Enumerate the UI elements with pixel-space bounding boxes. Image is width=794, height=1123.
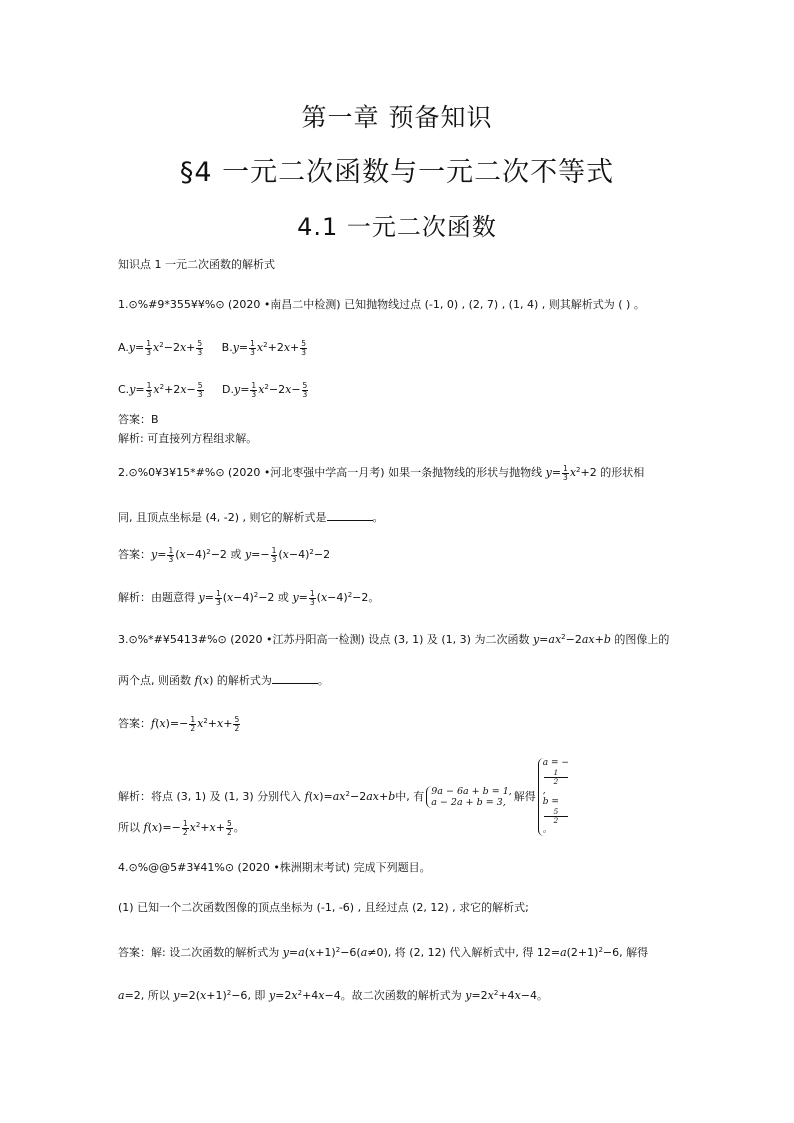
q4-stem: 4.⊙%@@5#3¥41%⊙ (2020 •株洲期末考试) 完成下列题目。 xyxy=(118,861,431,874)
q3-conclusion: 所以 f(x)=− $\frac{1}{2}$ $x^2+x+$ $\frac{5}{2}$ 。 xyxy=(118,818,245,837)
q1-stem: 1.⊙%#9*355¥¥%⊙ (2020 •南昌二中检测) 已知抛物线过点 (-1, 0) , (2, 7) , (1, 4) , 则其解析式为 ( ) 。 xyxy=(118,298,645,311)
solution-system: a = − 1 2 , b = 5 2 。 xyxy=(538,758,569,836)
option-d-label: D. xyxy=(222,383,234,396)
q3-analysis: 解析：将点 (3, 1) 及 (1, 3) 分别代入 $f(x)=ax^2-2ax+b$中, 有 9a − 6a + b = 1, a − 2a + b = 3, 解得 a = − 1 2 , b = 5 2 。 xyxy=(118,758,569,835)
q3-stem-line1: 3.⊙%*#¥5413#%⊙ (2020 •江苏丹阳高一检测) 设点 (3, 1) 及 (1, 3) 为二次函数 $y=ax^2-2ax+b$ 的图像上的 xyxy=(118,633,670,646)
knowledge-point-heading: 知识点 1 一元二次函数的解析式 xyxy=(118,258,275,271)
answer-blank[interactable] xyxy=(272,673,318,684)
q1-answer: 答案：B xyxy=(118,413,159,426)
option-a-label: A. xyxy=(118,341,129,354)
q3-answer: 答案：f(x)=− $\frac{1}{2}$ $x^2+x+$ $\frac{5}{2}$ xyxy=(118,714,240,733)
q2-stem-line1: 2.⊙%0¥3¥15*#%⊙ (2020 •河北枣强中学高一月考) 如果一条抛物线的形状与抛物线 y= $\frac{1}{3}$ $x^2+2$ 的形状相 xyxy=(118,463,645,482)
q3-stem-line2: 两个点, 则函数 f(x) 的解析式为 。 xyxy=(118,674,329,687)
q1-options-ab: A.y= $\frac{1}{3}$ $x^2-2x+$ $\frac{5}{3}$ B.y= $\frac{1}{3}$ $x^2+2x+$ $\frac{5}{3}$ xyxy=(118,338,307,357)
q2-answer: 答案：y= $\frac{1}{3}$ $(x-4)^2-2$ 或 y=− $\frac{1}{3}$ $(x-4)^2-2$ xyxy=(118,545,331,564)
q2-stem-line2: 同, 且顶点坐标是 (4, -2) , 则它的解析式是 。 xyxy=(118,511,384,524)
q4-answer-line2: a=2, 所以 $y=2(x+1)^2-6$, 即 $y=2x^2+4x-4$。故二次函数的解析式为 $y=2x^2+4x-4$。 xyxy=(118,989,548,1002)
answer-blank[interactable] xyxy=(327,510,373,521)
section-title: §4 一元二次函数与一元二次不等式 xyxy=(179,157,615,188)
chapter-title: 第一章 预备知识 xyxy=(301,103,493,132)
q4-answer-line1: 答案：解: 设二次函数的解析式为 $y=a(x+1)^2-6(a\ne 0)$, 将 (2, 12) 代入解析式中, 得 $12=a(2+1)^2-6$, 解得 xyxy=(118,946,649,959)
q1-options-cd: C.y= $\frac{1}{3}$ $x^2+2x-$ $\frac{5}{3}$ D.y= $\frac{1}{3}$ $x^2-2x-$ $\frac{5}{3}$ xyxy=(118,380,308,399)
q4-part1: (1) 已知一个二次函数图像的顶点坐标为 (-1, -6) , 且经过点 (2, 12) , 求它的解析式; xyxy=(118,901,529,914)
equation-system: 9a − 6a + b = 1, a − 2a + b = 3, xyxy=(426,786,512,808)
q2-analysis: 解析：由题意得 y= $\frac{1}{3}$ $(x-4)^2-2$ 或 y= $\frac{1}{3}$ $(x-4)^2-2$。 xyxy=(118,588,380,607)
q1-analysis: 解析: 可直接列方程组求解。 xyxy=(118,432,258,445)
option-c-label: C. xyxy=(118,383,130,396)
option-b-label: B. xyxy=(221,341,233,354)
subsection-title: 4.1 一元二次函数 xyxy=(297,213,497,241)
